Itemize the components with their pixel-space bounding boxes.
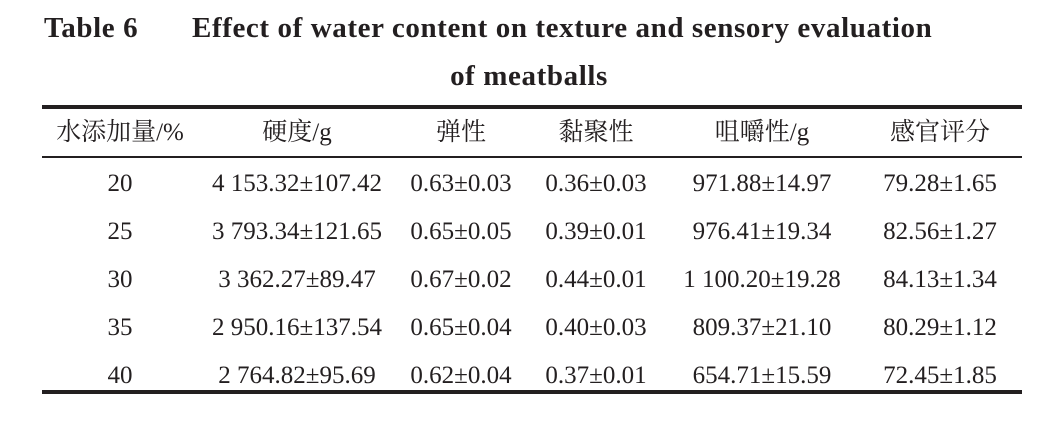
cell-hardness: 3 793.34±121.65 bbox=[212, 218, 382, 245]
header-row bbox=[42, 109, 1022, 156]
cell-springiness: 0.67±0.02 bbox=[410, 266, 512, 293]
cell-water-added: 25 bbox=[107, 218, 133, 245]
cell-chewiness: 654.71±15.59 bbox=[692, 362, 832, 389]
cell-water-added: 30 bbox=[107, 266, 133, 293]
cell-sensory-score: 72.45±1.85 bbox=[883, 362, 997, 389]
table-row bbox=[42, 208, 1022, 256]
cell-water-added: 35 bbox=[107, 314, 133, 341]
cell-hardness: 2 950.16±137.54 bbox=[212, 314, 382, 341]
cell-water-added: 20 bbox=[107, 170, 133, 197]
cell-chewiness: 971.88±14.97 bbox=[692, 170, 832, 197]
header-sensory-score: 感官评分 bbox=[889, 119, 990, 146]
table-row bbox=[42, 256, 1022, 304]
cell-water-added: 40 bbox=[107, 362, 133, 389]
cell-cohesiveness: 0.39±0.01 bbox=[545, 218, 647, 245]
header-water-added: 水添加量/% bbox=[56, 119, 184, 146]
cell-chewiness: 1 100.20±19.28 bbox=[683, 266, 841, 293]
cell-cohesiveness: 0.36±0.03 bbox=[545, 170, 647, 197]
caption-line-1 bbox=[44, 8, 1024, 48]
cell-sensory-score: 84.13±1.34 bbox=[883, 266, 997, 293]
cell-cohesiveness: 0.44±0.01 bbox=[545, 266, 647, 293]
cell-springiness: 0.65±0.05 bbox=[410, 218, 512, 245]
cell-hardness: 4 153.32±107.42 bbox=[212, 170, 382, 197]
header-chewiness: 咀嚼性/g bbox=[714, 119, 810, 146]
header-springiness: 弹性 bbox=[435, 119, 486, 146]
cell-chewiness: 809.37±21.10 bbox=[692, 314, 832, 341]
header-hardness: 硬度/g bbox=[262, 119, 332, 146]
data-table bbox=[42, 109, 1022, 400]
cell-cohesiveness: 0.40±0.03 bbox=[545, 314, 647, 341]
table-row bbox=[42, 158, 1022, 208]
cell-springiness: 0.62±0.04 bbox=[410, 362, 512, 389]
cell-springiness: 0.65±0.04 bbox=[410, 314, 512, 341]
cell-sensory-score: 82.56±1.27 bbox=[883, 218, 997, 245]
table-title-part-1: Effect of water content on texture and sensory evaluation bbox=[192, 12, 933, 44]
header-cohesiveness: 黏聚性 bbox=[558, 119, 634, 146]
cell-hardness: 3 362.27±89.47 bbox=[218, 266, 376, 293]
cell-cohesiveness: 0.37±0.01 bbox=[545, 362, 647, 389]
cell-sensory-score: 80.29±1.12 bbox=[883, 314, 997, 341]
table-row bbox=[42, 352, 1022, 400]
table-row bbox=[42, 304, 1022, 352]
cell-hardness: 2 764.82±95.69 bbox=[218, 362, 376, 389]
table-number: Table 6 bbox=[44, 12, 139, 44]
table-title-part-2: of meatballs bbox=[450, 60, 608, 92]
cell-chewiness: 976.41±19.34 bbox=[692, 218, 832, 245]
cell-sensory-score: 79.28±1.65 bbox=[883, 170, 997, 197]
cell-springiness: 0.63±0.03 bbox=[410, 170, 512, 197]
